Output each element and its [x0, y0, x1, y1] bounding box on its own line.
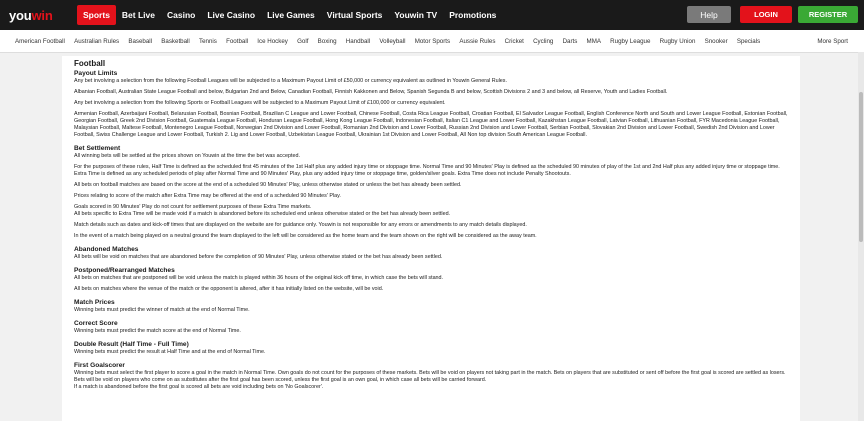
rule-paragraph: Winning bets must predict the match score at the end of Normal Time.: [74, 328, 241, 334]
sport-link-tennis[interactable]: Tennis: [199, 37, 217, 45]
rule-paragraph: Any bet involving a selection from the following Football Leagues will be subjected to a Maximum Payout Limit of £50,000 or currency equivalent as outlined in Youwin General Rules.: [74, 78, 507, 84]
rule-paragraph: For the purposes of these rules, Half Time is defined as the scheduled first 45 minutes of the 1st Half plus any added injury time or stoppage time. Normal Time and 90 Minutes' Play is defined as the scheduled 90 minutes of play of the 1st and 2nd Half plus any added injury time or stoppage time. Extra Time is defined as any scheduled periods of play after Normal Time and 90 Minutes' Play, plus any added injury time or stoppage time, golden/silver goals. Extra Time does not include Penalty Shootouts.: [74, 164, 780, 177]
rule-paragraph: All winning bets will be settled at the prices shown on Youwin at the time the bet was accepted.: [74, 153, 300, 159]
sport-link-rugby-union[interactable]: Rugby Union: [659, 37, 696, 45]
scrollbar-thumb[interactable]: [859, 92, 863, 242]
rule-paragraph: All bets on matches where the venue of the match or the opponent is altered, after it has initially listed on the website, will be void.: [74, 286, 384, 292]
rule-paragraph: All bets will be void on matches that are abandoned before the completion of 90 Minutes' Play, unless otherwise stated or the bet has already been settled.: [74, 254, 443, 260]
rule-paragraph: Albanian Football, Australian State League Football and below, Bulgarian 2nd and Below, Canadian Football, Finnish Kakkonen and Below, Spanish Segunda B and below, Scottish Divisions 2 and 3 and below, all Reserve, Youth and Ladies Football.: [74, 89, 668, 95]
nav-item-bet-live[interactable]: Bet Live: [121, 10, 155, 20]
sport-link-golf[interactable]: Golf: [297, 37, 309, 45]
rule-paragraph: Any bet involving a selection from the following Sports or Football Leagues will be subjected to a Maximum Payout Limit of £100,000 or currency equivalent.: [74, 100, 446, 106]
rule-paragraph: Goals scored in 90 Minutes' Play do not count for settlement purposes of these Extra Time markets. All bets specific to Extra Time will be made void if a match is abandoned before its scheduled end unless otherwise stated or the bet has already been settled.: [74, 204, 451, 217]
more-sports-link[interactable]: More Sport: [817, 38, 848, 45]
sport-link-specials[interactable]: Specials: [736, 37, 761, 45]
sport-link-american-football[interactable]: American Football: [15, 37, 65, 45]
sport-link-cricket[interactable]: Cricket: [504, 37, 524, 45]
section-heading: Correct Score: [74, 320, 118, 327]
sport-link-motor-sports[interactable]: Motor Sports: [414, 37, 451, 45]
account-buttons: [687, 6, 858, 23]
rule-paragraph: Winning bets must predict the winner of match at the end of Normal Time.: [74, 307, 250, 313]
sport-link-boxing[interactable]: Boxing: [317, 37, 337, 45]
logo-text-win: win: [31, 7, 53, 23]
nav-item-live-casino[interactable]: Live Casino: [207, 10, 256, 20]
rule-paragraph: All bets on matches that are postponed will be void unless the match is played within 36 hours of the original kick off time, in which case the bets will stand.: [74, 275, 444, 281]
section-heading: Abandoned Matches: [74, 246, 139, 253]
nav-item-virtual-sports[interactable]: Virtual Sports: [326, 10, 383, 20]
rule-paragraph: Prices relating to score of the match after Extra Time may be offered at the end of a scheduled 90 Minutes' Play.: [74, 193, 341, 199]
section-heading: Bet Settlement: [74, 145, 121, 152]
sport-link-darts[interactable]: Darts: [562, 37, 578, 45]
logo-text-you: you: [9, 7, 32, 23]
rule-paragraph: Match details such as dates and kick-off times that are displayed on the website are for guidance only. Youwin is not responsible for any errors or amendments to any match details displayed.: [74, 222, 527, 228]
login-button[interactable]: LOGIN: [740, 6, 792, 23]
sport-link-rugby-league[interactable]: Rugby League: [610, 37, 651, 45]
rule-paragraph: In the event of a match being played on a neutral ground the team displayed to the left will be considered as the home team and the team shown on the right will be considered as the away team.: [74, 233, 537, 239]
nav-item-youwin-tv[interactable]: Youwin TV: [394, 10, 438, 20]
section-heading: Payout Limits: [74, 70, 118, 77]
section-heading: Double Result (Half Time - Full Time): [74, 341, 189, 348]
section-heading: Match Prices: [74, 299, 115, 306]
rule-paragraph: All bets on football matches are based on the score at the end of a scheduled 90 Minutes' Play, unless otherwise stated or unless the bet has already been settled.: [74, 182, 462, 188]
rule-paragraph: Winning bets must predict the result at Half Time and at the end of Normal Time.: [74, 349, 266, 355]
main-nav: [77, 0, 502, 30]
help-button[interactable]: Help: [687, 6, 731, 23]
sport-link-handball[interactable]: Handball: [345, 37, 371, 45]
page-scrollbar[interactable]: [858, 52, 864, 421]
rule-paragraph: Winning bets must select the first player to score a goal in the match in Normal Time. Own goals do not count for the purposes of these markets. Bets will be void on players not taking part in the match. Bets on players that are substituted or sent off before the first goal is scored are settled as losers. Bets will be void on players who come on as substitutes after the first goal has been scored, unless the first goal is an own goal, in which case all bets will be carried forward. If a match is abandoned before the first goal is scored all bets are void including bets on 'No Goalscorer'.: [74, 370, 786, 390]
sport-link-basketball[interactable]: Basketball: [161, 37, 190, 45]
nav-item-promotions[interactable]: Promotions: [449, 10, 497, 20]
sports-bar: [0, 30, 864, 53]
sport-link-snooker[interactable]: Snooker: [704, 37, 728, 45]
sport-link-volleyball[interactable]: Volleyball: [379, 37, 406, 45]
sport-link-football[interactable]: Football: [226, 37, 249, 45]
nav-item-live-games[interactable]: Live Games: [267, 10, 315, 20]
nav-item-casino[interactable]: Casino: [167, 10, 196, 20]
rules-content: [62, 56, 800, 421]
nav-item-sports[interactable]: Sports: [77, 5, 116, 25]
youwin-logo[interactable]: [9, 6, 67, 24]
rule-paragraph: Armenian Football, Azerbaijani Football, Belarusian Football, Bosnian Football, Brazilian C League and Lower Football, Chinese Football, Costa Rica League Football, Croatian Football, El Salvador League Football, English Conference North and South and Lower League Football, Estonian Football, Georgian Football, Greek 2nd Division Football, Guatemala League Football, Honduran League Football, Hong Kong League Football, Indonesian Football, Italian C1 League and Lower Football, Kazakhstan League Football, Latvian Football, Lithuanian Football, FYR Macedonia League Football, Malaysian Football, Maltese Football, Montenegro League Football, Norwegian 2nd Division and Lower Football, Romanian 2nd Division and Lower Football, Russian 2nd Division and Lower Football, Serbian Football, Slovakian 2nd Division and Lower Football, Swedish 2nd Division and Lower Football, Swiss Challenge League and Lower Football, Turkish 2. Lig and Lower Football, Uzbekistan League Football, Ukrainian 1st Division and Lower Football, All Non top division South American League Football.: [74, 111, 788, 138]
sport-link-ice-hockey[interactable]: Ice Hockey: [257, 37, 288, 45]
sport-link-aussie-rules[interactable]: Aussie Rules: [459, 37, 496, 45]
top-bar: [0, 0, 864, 30]
page-title: Football: [74, 59, 106, 68]
section-heading: First Goalscorer: [74, 362, 125, 369]
section-heading: Postponed/Rearranged Matches: [74, 267, 175, 274]
sport-link-mma[interactable]: MMA: [586, 37, 601, 45]
sport-link-baseball[interactable]: Baseball: [128, 37, 153, 45]
sport-link-australian-rules[interactable]: Australian Rules: [74, 37, 120, 45]
sport-link-cycling[interactable]: Cycling: [533, 37, 554, 45]
register-button[interactable]: REGISTER: [798, 6, 858, 23]
